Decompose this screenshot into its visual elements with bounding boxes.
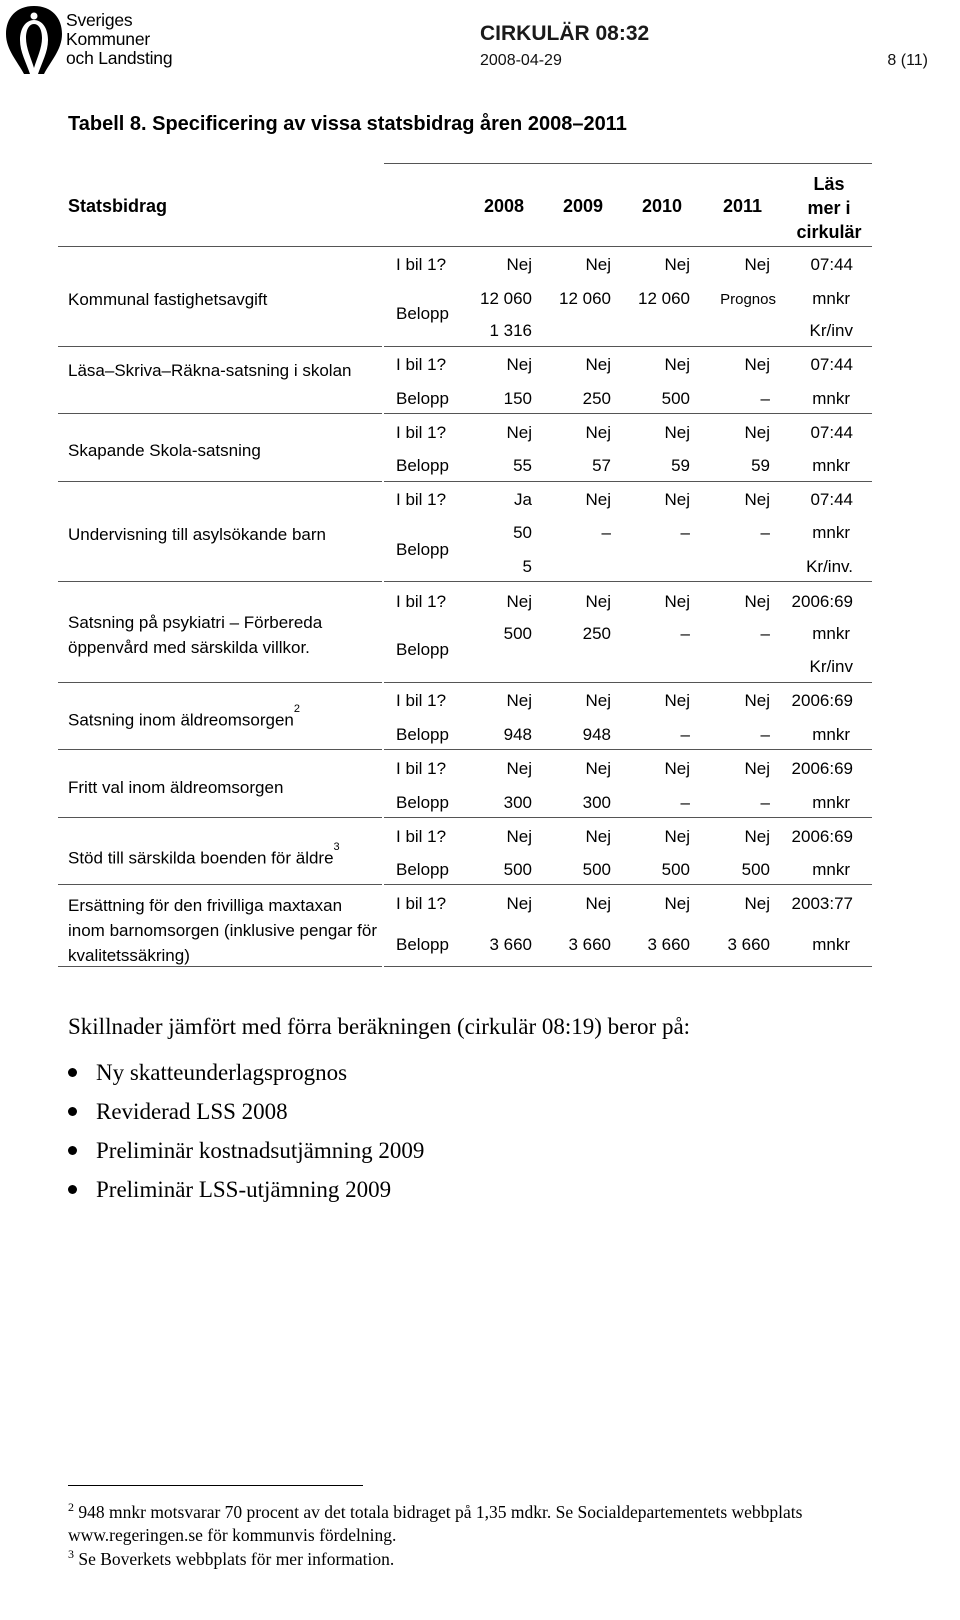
- belopp-value: 59: [751, 456, 770, 475]
- ibil-value: Nej: [664, 423, 690, 442]
- belopp-label: Belopp: [396, 935, 449, 954]
- ibil-value: Nej: [585, 592, 611, 611]
- unit-label: mnkr: [812, 456, 850, 475]
- ibil-value: Nej: [744, 894, 770, 913]
- per-capita-value: 1 316: [489, 321, 532, 340]
- row-rule-right: [384, 884, 872, 885]
- belopp-value: 50: [513, 523, 532, 542]
- circular-ref: 07:44: [810, 355, 853, 374]
- belopp-value: 500: [582, 860, 611, 879]
- belopp-value: 500: [741, 860, 770, 879]
- circular-ref: 2003:77: [791, 894, 853, 913]
- circular-ref: 2006:69: [791, 592, 853, 611]
- ibil-value: Nej: [506, 827, 532, 846]
- belopp-label: Belopp: [396, 793, 449, 812]
- ibil-label: I bil 1?: [396, 894, 447, 913]
- unit-label: mnkr: [812, 624, 850, 643]
- belopp-value: 59: [671, 456, 690, 475]
- footnote-2: $^2$ 948 mnkr motsvarar 70 procent av det totala bidraget på 1,35 mdkr. Se Socialdepartementets webbplats www.regeringen.se för kommunvis fördelning.: [68, 1500, 803, 1545]
- ibil-value: Nej: [744, 255, 770, 274]
- row-label: Undervisning till asylsökande barn: [68, 525, 326, 544]
- header-read-more: Läs mer i cirkulär: [796, 174, 862, 242]
- belopp-value: 500: [503, 624, 532, 643]
- ibil-value: Ja: [514, 490, 532, 509]
- ibil-label: I bil 1?: [396, 592, 447, 611]
- row-rule-left: [58, 413, 382, 414]
- belopp-value: 300: [582, 793, 611, 812]
- ibil-value: Nej: [664, 592, 690, 611]
- belopp-value: 250: [582, 624, 611, 643]
- circular-number: CIRKULÄR 08:32: [480, 22, 650, 45]
- ibil-value: Nej: [506, 691, 532, 710]
- circular-ref: 07:44: [810, 490, 853, 509]
- ibil-label: I bil 1?: [396, 691, 447, 710]
- ibil-value: Nej: [506, 423, 532, 442]
- logo-wordmark: Sveriges Kommuner och Landsting: [66, 10, 173, 68]
- row-rule-right: [384, 682, 872, 683]
- row-rule-right: [384, 481, 872, 482]
- circular-ref: 2006:69: [791, 691, 853, 710]
- per-capita-unit: Kr/inv: [809, 657, 853, 676]
- belopp-label: Belopp: [396, 304, 449, 323]
- belopp-value: 55: [513, 456, 532, 475]
- ibil-value: Nej: [664, 355, 690, 374]
- belopp-value: Prognos: [720, 291, 776, 308]
- belopp-label: Belopp: [396, 860, 449, 879]
- ibil-label: I bil 1?: [396, 827, 447, 846]
- ibil-value: Nej: [664, 691, 690, 710]
- row-label: Stöd till särskilda boenden för äldre$^3$: [68, 841, 340, 868]
- bullet-icon: [68, 1146, 77, 1155]
- ibil-value: Nej: [664, 490, 690, 509]
- ibil-value: Nej: [585, 894, 611, 913]
- bullet-icon: [68, 1107, 77, 1116]
- belopp-value: 12 060: [638, 289, 690, 308]
- ibil-value: Nej: [664, 894, 690, 913]
- ibil-label: I bil 1?: [396, 423, 447, 442]
- unit-label: mnkr: [812, 935, 850, 954]
- belopp-value: 3 660: [568, 935, 611, 954]
- belopp-value: 3 660: [647, 935, 690, 954]
- unit-label: mnkr: [812, 289, 850, 308]
- header-bottom-rule: [58, 246, 872, 247]
- ibil-value: Nej: [506, 355, 532, 374]
- row-rule-right: [384, 346, 872, 347]
- row-label: Satsning på psykiatri – Förbereda öppenvård med särskilda villkor.: [68, 613, 323, 657]
- ibil-label: I bil 1?: [396, 355, 447, 374]
- belopp-value: 500: [661, 860, 690, 879]
- unit-label: mnkr: [812, 523, 850, 542]
- ibil-value: Nej: [585, 355, 611, 374]
- row-rule-right: [384, 817, 872, 818]
- row-rule-right: [384, 749, 872, 750]
- ibil-value: Nej: [585, 827, 611, 846]
- belopp-value: 948: [582, 725, 611, 744]
- row-label: Ersättning för den frivilliga maxtaxan inom barnomsorgen (inklusive pengar för kvalitetssäkring): [68, 896, 377, 965]
- page-number: 8 (11): [887, 52, 928, 69]
- row-rule-left: [58, 581, 382, 582]
- belopp-value: –: [760, 624, 770, 643]
- belopp-label: Belopp: [396, 540, 449, 559]
- belopp-label: Belopp: [396, 725, 449, 744]
- row-label: Skapande Skola-satsning: [68, 441, 261, 460]
- list-item: Reviderad LSS 2008: [68, 1097, 424, 1136]
- ibil-value: Nej: [664, 255, 690, 274]
- footnote-separator: [68, 1485, 363, 1486]
- ibil-value: Nej: [744, 490, 770, 509]
- row-label: Fritt val inom äldreomsorgen: [68, 778, 284, 797]
- belopp-value: –: [601, 523, 611, 542]
- row-rule-left: [58, 884, 382, 885]
- row-rule-left: [58, 481, 382, 482]
- ibil-label: I bil 1?: [396, 255, 447, 274]
- ibil-value: Nej: [506, 894, 532, 913]
- list-item: Preliminär LSS-utjämning 2009: [68, 1175, 424, 1214]
- table-title: Tabell 8. Specificering av vissa statsbidrag åren 2008–2011: [68, 113, 627, 135]
- ibil-value: Nej: [506, 255, 532, 274]
- header-2009: 2009: [562, 196, 603, 216]
- belopp-value: 3 660: [489, 935, 532, 954]
- footnote-3: $^3$ Se Boverkets webbplats för mer information.: [68, 1547, 395, 1569]
- belopp-value: 500: [503, 860, 532, 879]
- unit-label: mnkr: [812, 725, 850, 744]
- row-rule-right: [384, 581, 872, 582]
- unit-label: mnkr: [812, 793, 850, 812]
- ibil-value: Nej: [744, 423, 770, 442]
- ibil-value: Nej: [744, 592, 770, 611]
- list-item: Preliminär kostnadsutjämning 2009: [68, 1136, 424, 1175]
- footnote-ref: 3: [333, 841, 340, 853]
- ibil-value: Nej: [744, 759, 770, 778]
- row-rule-right: [384, 966, 872, 967]
- row-rule-right: [384, 413, 872, 414]
- ibil-value: Nej: [585, 759, 611, 778]
- ibil-value: Nej: [664, 827, 690, 846]
- ibil-value: Nej: [585, 423, 611, 442]
- belopp-value: 150: [503, 389, 532, 408]
- belopp-value: 300: [503, 793, 532, 812]
- ibil-value: Nej: [585, 490, 611, 509]
- belopp-value: 250: [582, 389, 611, 408]
- header-2008: 2008: [483, 196, 524, 216]
- row-rule-left: [58, 346, 382, 347]
- header-2010: 2010: [641, 196, 682, 216]
- ibil-value: Nej: [664, 759, 690, 778]
- belopp-value: –: [760, 389, 770, 408]
- footnote-ref: 2: [293, 703, 300, 715]
- ibil-label: I bil 1?: [396, 759, 447, 778]
- ibil-value: Nej: [744, 355, 770, 374]
- circular-ref: 2006:69: [791, 759, 853, 778]
- belopp-value: –: [680, 523, 690, 542]
- circular-ref: 2006:69: [791, 827, 853, 846]
- bullet-icon: [68, 1185, 77, 1194]
- unit-label: mnkr: [812, 860, 850, 879]
- row-rule-left: [58, 682, 382, 683]
- row-label: Kommunal fastighetsavgift: [68, 290, 268, 309]
- ibil-value: Nej: [585, 691, 611, 710]
- per-capita-unit: Kr/inv: [809, 321, 853, 340]
- ibil-value: Nej: [585, 255, 611, 274]
- circular-date: 2008-04-29: [480, 52, 562, 69]
- belopp-value: 12 060: [559, 289, 611, 308]
- belopp-label: Belopp: [396, 640, 449, 659]
- row-rule-left: [58, 817, 382, 818]
- belopp-value: –: [680, 725, 690, 744]
- belopp-value: –: [680, 793, 690, 812]
- ibil-label: I bil 1?: [396, 490, 447, 509]
- per-capita-unit: Kr/inv.: [806, 557, 853, 576]
- belopp-value: 948: [503, 725, 532, 744]
- ibil-value: Nej: [506, 759, 532, 778]
- differences-list: [68, 1058, 424, 1214]
- table-top-rule: [384, 163, 872, 164]
- row-rule-left: [58, 966, 382, 967]
- belopp-value: –: [680, 624, 690, 643]
- circular-ref: 07:44: [810, 255, 853, 274]
- belopp-value: 12 060: [480, 289, 532, 308]
- belopp-value: 500: [661, 389, 690, 408]
- ibil-value: Nej: [744, 691, 770, 710]
- belopp-value: –: [760, 725, 770, 744]
- belopp-value: –: [760, 793, 770, 812]
- circular-ref: 07:44: [810, 423, 853, 442]
- header-2011: 2011: [722, 196, 762, 216]
- row-rule-left: [58, 749, 382, 750]
- row-label: Satsning inom äldreomsorgen$^2$: [68, 703, 300, 730]
- belopp-value: 57: [592, 456, 611, 475]
- belopp-label: Belopp: [396, 456, 449, 475]
- header-statsbidrag: Statsbidrag: [68, 196, 168, 216]
- bullet-icon: [68, 1068, 77, 1077]
- list-item: Ny skatteunderlagsprognos: [68, 1058, 424, 1097]
- differences-intro: Skillnader jämfört med förra beräkningen (cirkulär 08:19) beror på:: [68, 1014, 691, 1039]
- unit-label: mnkr: [812, 389, 850, 408]
- ibil-value: Nej: [506, 592, 532, 611]
- per-capita-value: 5: [522, 557, 532, 576]
- row-label: Läsa–Skriva–Räkna-satsning i skolan: [68, 361, 352, 380]
- belopp-label: Belopp: [396, 389, 449, 408]
- belopp-value: 3 660: [727, 935, 770, 954]
- belopp-value: –: [760, 523, 770, 542]
- ibil-value: Nej: [744, 827, 770, 846]
